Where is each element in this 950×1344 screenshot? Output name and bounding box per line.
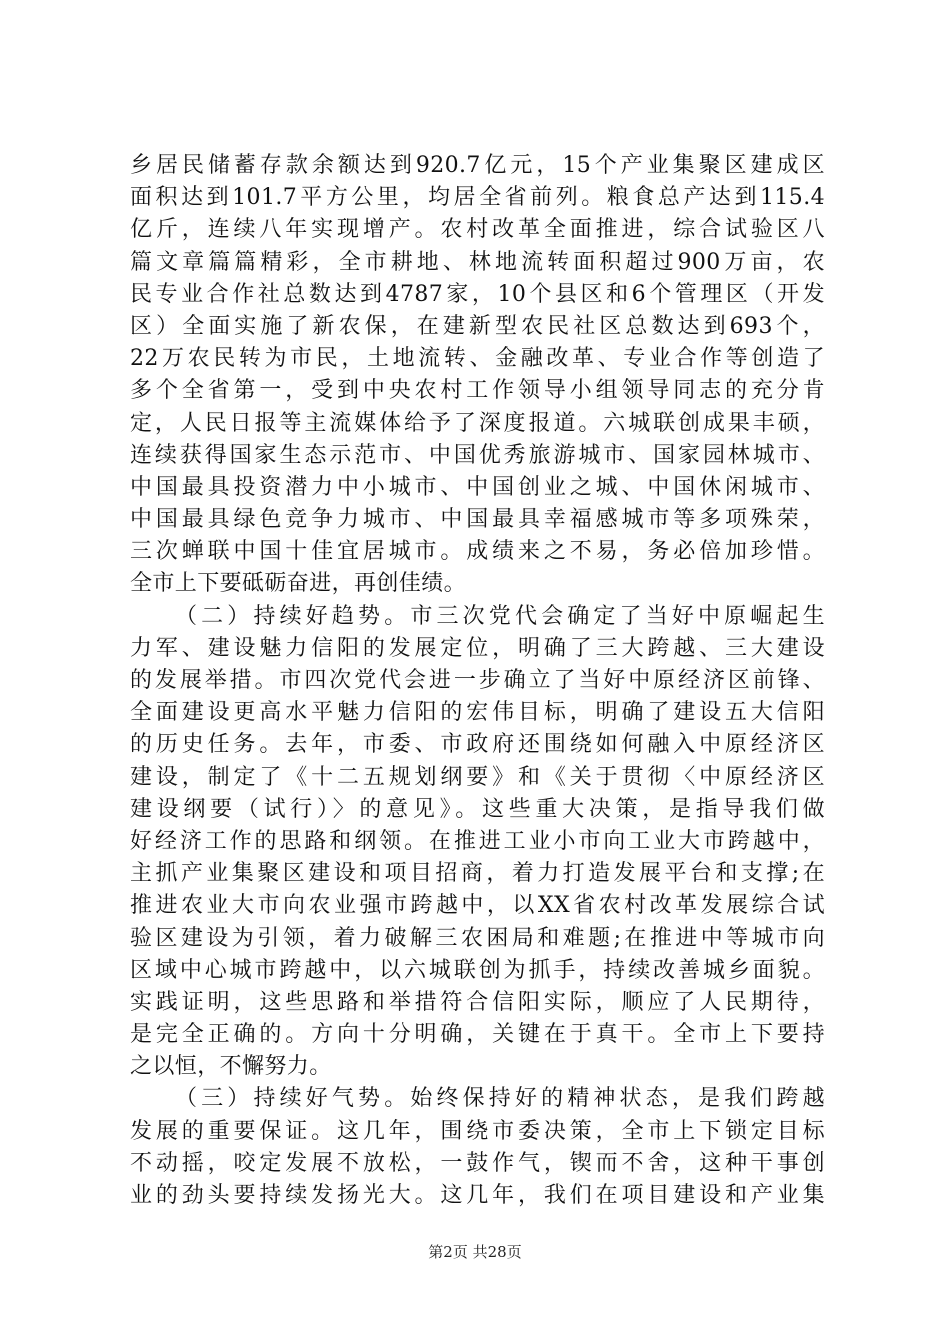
text-line: 区域中心城市跨越中，以六城联创为抓手，持续改善城乡面貌。 bbox=[130, 957, 825, 983]
text-line: 发展的重要保证。这几年，围绕市委决策，全市上下锁定目标 bbox=[130, 1118, 825, 1144]
text-line: 是完全正确的。方向十分明确，关键在于真干。全市上下要持 bbox=[130, 1022, 825, 1048]
text-line: 中国最具投资潜力中小城市、中国创业之城、中国休闲城市、 bbox=[130, 474, 825, 500]
text-line: 民专业合作社总数达到4787家，10个县区和6个管理区（开发 bbox=[130, 281, 825, 307]
text-line: 建设纲要（试行）〉的意见》。这些重大决策，是指导我们做 bbox=[130, 796, 825, 822]
text-line: 力军、建设魅力信阳的发展定位，明确了三大跨越、三大建设 bbox=[130, 635, 825, 661]
text-line: 定，人民日报等主流媒体给予了深度报道。六城联创成果丰硕， bbox=[130, 410, 825, 436]
text-line: 业的劲头要持续发扬光大。这几年，我们在项目建设和产业集 bbox=[130, 1183, 825, 1208]
text-line: 连续获得国家生态示范市、中国优秀旅游城市、国家园林城市、 bbox=[130, 442, 825, 468]
text-line: 推进农业大市向农业强市跨越中，以XX省农村改革发展综合试 bbox=[130, 893, 825, 919]
text-line: 全面建设更高水平魅力信阳的宏伟目标，明确了建设五大信阳 bbox=[130, 700, 825, 726]
text-line: 篇文章篇篇精彩，全市耕地、林地流转面积超过900万亩，农 bbox=[130, 249, 825, 275]
text-line: 建设，制定了《十二五规划纲要》和《关于贯彻〈中原经济区 bbox=[130, 764, 825, 790]
text-line: 三次蝉联中国十佳宜居城市。成绩来之不易，务必倍加珍惜。 bbox=[130, 539, 825, 565]
text-line: 的历史任务。去年，市委、市政府还围绕如何融入中原经济区 bbox=[130, 732, 825, 758]
page-number-footer: 第2页 共28页 bbox=[428, 1243, 522, 1261]
text-line: 乡居民储蓄存款余额达到920.7亿元，15个产业集聚区建成区 bbox=[130, 153, 825, 178]
text-line: 好经济工作的思路和纲领。在推进工业小市向工业大市跨越中， bbox=[130, 828, 825, 854]
text-line: 主抓产业集聚区建设和项目招商，着力打造发展平台和支撑;在 bbox=[130, 861, 825, 887]
text-line: 实践证明，这些思路和举措符合信阳实际，顺应了人民期待， bbox=[130, 989, 825, 1015]
text-line: 多个全省第一，受到中央农村工作领导小组领导同志的充分肯 bbox=[130, 378, 825, 404]
section-heading-line: （三）持续好气势。始终保持好的精神状态，是我们跨越 bbox=[175, 1086, 825, 1112]
text-line: 面积达到101.7平方公里，均居全省前列。粮食总产达到115.4 bbox=[130, 185, 825, 211]
text-line: 不动摇，咬定发展不放松，一鼓作气，锲而不舍，这种干事创 bbox=[130, 1150, 825, 1176]
text-line: 亿斤，连续八年实现增产。农村改革全面推进，综合试验区八 bbox=[130, 217, 825, 243]
text-line: 验区建设为引领，着力破解三农困局和难题;在推进中等城市向 bbox=[130, 925, 825, 951]
text-line: 22万农民转为市民，土地流转、金融改革、专业合作等创造了 bbox=[130, 346, 825, 372]
text-line: 之以恒，不懈努力。 bbox=[130, 1054, 332, 1080]
text-line: 区）全面实施了新农保，在建新型农民社区总数达到693个， bbox=[130, 313, 825, 339]
body-text bbox=[130, 150, 825, 1212]
text-line: 的发展举措。市四次党代会进一步确立了当好中原经济区前锋、 bbox=[130, 668, 825, 693]
text-line: 中国最具绿色竞争力城市、中国最具幸福感城市等多项殊荣， bbox=[130, 507, 825, 533]
section-heading-line: （二）持续好趋势。市三次党代会确定了当好中原崛起生 bbox=[175, 603, 825, 629]
text-line: 全市上下要砥砺奋进，再创佳绩。 bbox=[130, 571, 467, 597]
